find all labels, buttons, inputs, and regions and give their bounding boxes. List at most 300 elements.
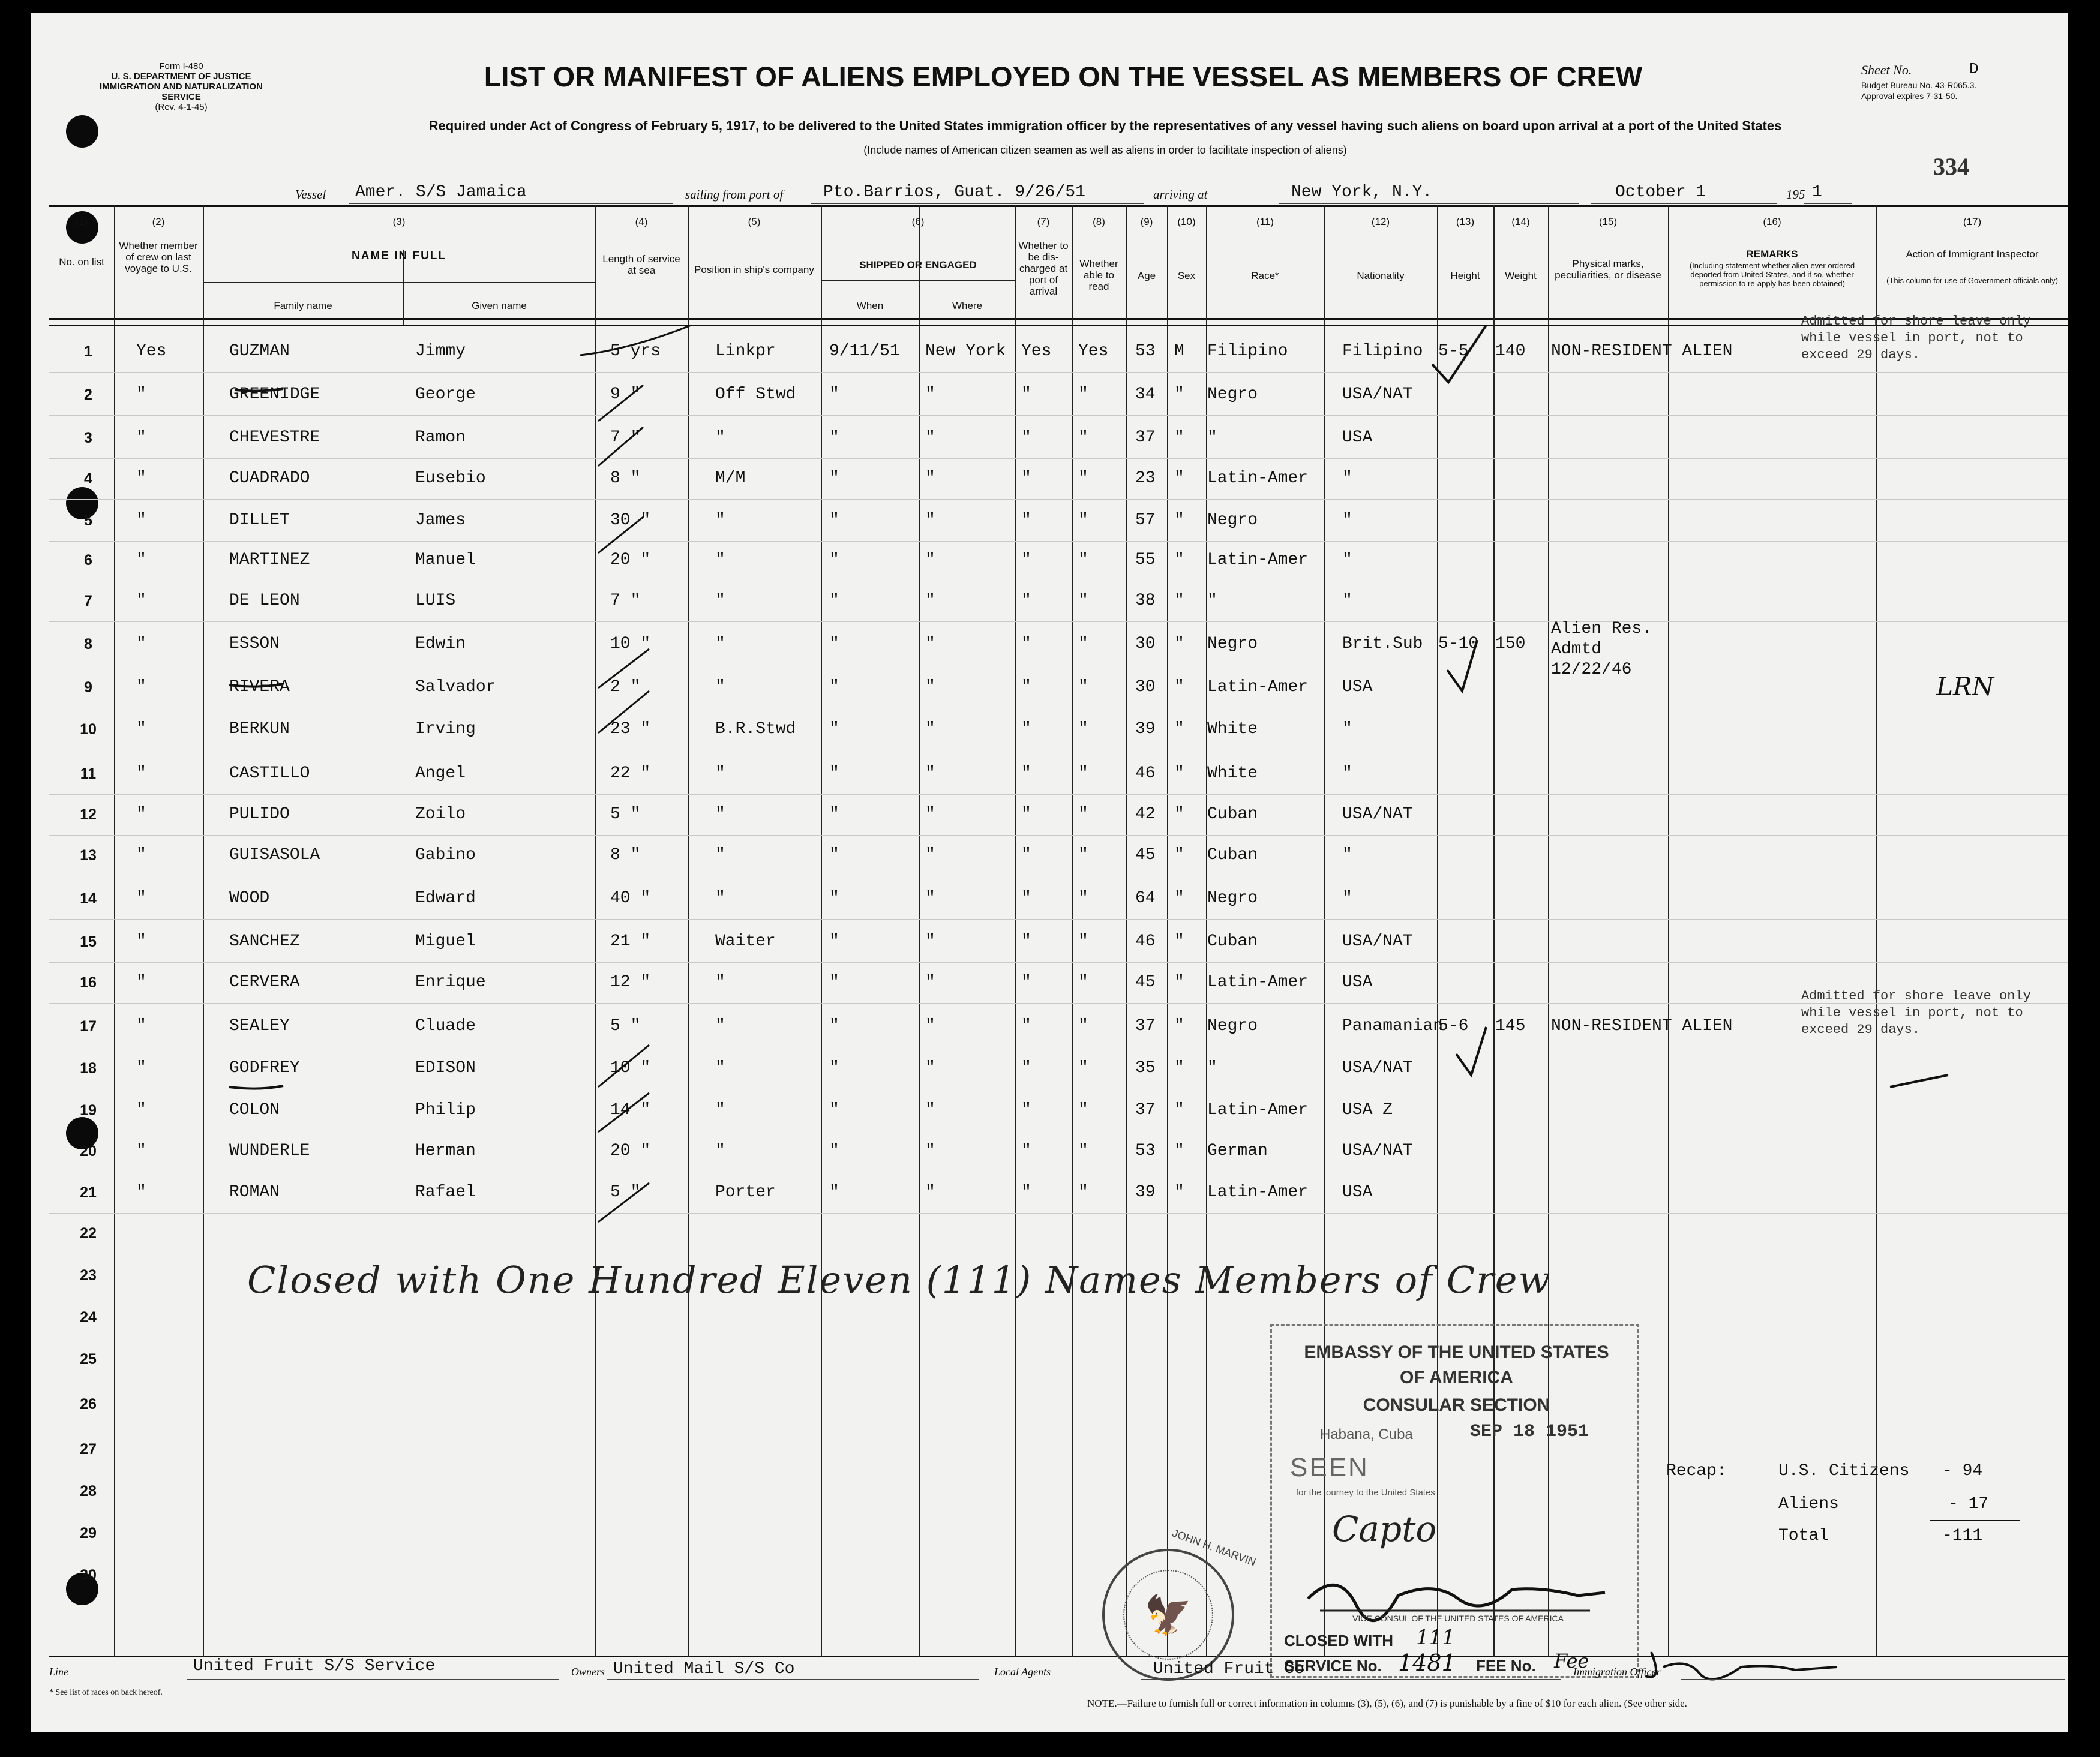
age: 46 bbox=[1135, 764, 1156, 783]
header-weight: Weight bbox=[1505, 270, 1537, 281]
family-name: GREENIDGE bbox=[229, 385, 320, 404]
family-name: SANCHEZ bbox=[229, 932, 300, 951]
given-name: Jimmy bbox=[415, 342, 466, 361]
discharged: " bbox=[1021, 932, 1031, 951]
race: Negro bbox=[1207, 635, 1258, 653]
age: 46 bbox=[1135, 932, 1156, 951]
age: 23 bbox=[1135, 469, 1156, 488]
shipped-when: " bbox=[829, 932, 839, 951]
sex: " bbox=[1174, 428, 1184, 447]
given-name: Gabino bbox=[415, 846, 476, 864]
family-name: RIVERA bbox=[229, 678, 290, 696]
family-name: ROMAN bbox=[229, 1183, 280, 1202]
header-family-name: Family name bbox=[274, 300, 332, 311]
given-name: Ramon bbox=[415, 428, 466, 447]
recap-aliens-value: - 17 bbox=[1948, 1495, 1989, 1513]
position: " bbox=[715, 635, 725, 653]
shipped-where: " bbox=[925, 1101, 935, 1119]
position: Off Stwd bbox=[715, 385, 796, 404]
row-number: 4 bbox=[84, 470, 92, 487]
discharged: " bbox=[1021, 1183, 1031, 1202]
row-number: 28 bbox=[80, 1483, 97, 1500]
age: 55 bbox=[1135, 551, 1156, 569]
underline-mark bbox=[235, 389, 283, 391]
family-name: WUNDERLE bbox=[229, 1142, 310, 1160]
col-num: (3) bbox=[392, 216, 406, 227]
inspector-scribble bbox=[1890, 1075, 1948, 1087]
given-name: Angel bbox=[415, 764, 466, 783]
shipped-where: " bbox=[925, 932, 935, 951]
revision: (Rev. 4-1-45) bbox=[155, 102, 208, 112]
shipped-when: " bbox=[829, 511, 839, 530]
nationality: Panamanian bbox=[1342, 1017, 1444, 1035]
race: Latin-Amer bbox=[1207, 1101, 1309, 1119]
given-name: Cluade bbox=[415, 1017, 476, 1035]
race: Latin-Amer bbox=[1207, 1183, 1309, 1202]
age: 64 bbox=[1135, 889, 1156, 908]
row-number: 10 bbox=[80, 721, 97, 738]
shipped-where: " bbox=[925, 551, 935, 569]
discharged: " bbox=[1021, 764, 1031, 783]
service-length: 5 yrs bbox=[610, 342, 661, 361]
service-tick bbox=[598, 691, 649, 733]
service-tick bbox=[598, 1183, 649, 1222]
given-name: Philip bbox=[415, 1101, 476, 1119]
service-length: 5 " bbox=[610, 1017, 641, 1035]
position: " bbox=[715, 1101, 725, 1119]
family-name: BERKUN bbox=[229, 720, 290, 738]
col-num: (12) bbox=[1371, 216, 1390, 227]
age: 37 bbox=[1135, 428, 1156, 447]
age: 39 bbox=[1135, 720, 1156, 738]
discharged: " bbox=[1021, 1101, 1031, 1119]
shipped-where: " bbox=[925, 846, 935, 864]
service-length: 7 " bbox=[610, 428, 641, 447]
vessel-label: Vessel bbox=[295, 187, 326, 202]
closing-note: Closed with One Hundred Eleven (111) Names Members of Crew bbox=[247, 1258, 1552, 1302]
row-number: 3 bbox=[84, 430, 92, 446]
sex: " bbox=[1174, 764, 1184, 783]
position: Linkpr bbox=[715, 342, 776, 361]
service-length: 21 " bbox=[610, 932, 651, 951]
shipped-where: New York bbox=[925, 342, 1006, 361]
sex: " bbox=[1174, 678, 1184, 696]
position: " bbox=[715, 973, 725, 992]
arrival-date: October 1 bbox=[1615, 183, 1706, 202]
header-nationality: Nationality bbox=[1357, 270, 1405, 281]
shipped-when: " bbox=[829, 1059, 839, 1077]
given-name: LUIS bbox=[415, 591, 456, 610]
stamp-line2: OF AMERICA bbox=[1400, 1368, 1513, 1387]
stamp-city: Habana, Cuba bbox=[1320, 1426, 1413, 1443]
form-subtitle: Required under Act of Congress of February 5, 1917, to be delivered to the United States immigration officer by the representatives of any vessel having such aliens on board upon arrival at a port of the United States bbox=[428, 118, 1782, 133]
family-name: CHEVESTRE bbox=[229, 428, 320, 447]
col-num: (6) bbox=[911, 216, 925, 227]
stamp-line3: CONSULAR SECTION bbox=[1363, 1395, 1550, 1415]
nationality: " bbox=[1342, 511, 1352, 530]
sex: " bbox=[1174, 591, 1184, 610]
physical-marks: NON-RESIDENT ALIEN bbox=[1551, 1017, 1733, 1035]
given-name: Irving bbox=[415, 720, 476, 738]
race: " bbox=[1207, 428, 1217, 447]
position: " bbox=[715, 591, 725, 610]
race: Filipino bbox=[1207, 342, 1288, 361]
header-length-of-service: Length of service at sea bbox=[602, 253, 680, 276]
voyage-flag: " bbox=[136, 764, 146, 783]
col-num: (14) bbox=[1511, 216, 1530, 227]
nationality: USA bbox=[1342, 973, 1373, 992]
age: 42 bbox=[1135, 805, 1156, 824]
recap-label: Recap: bbox=[1666, 1462, 1727, 1480]
nationality: USA/NAT bbox=[1342, 1059, 1413, 1077]
form-title: LIST OR MANIFEST OF ALIENS EMPLOYED ON THE VESSEL AS MEMBERS OF CREW bbox=[484, 61, 1643, 92]
family-name: WOOD bbox=[229, 889, 270, 908]
voyage-flag: " bbox=[136, 973, 146, 992]
row-number: 8 bbox=[84, 636, 92, 653]
row-number: 16 bbox=[80, 974, 97, 991]
position: " bbox=[715, 551, 725, 569]
race: Negro bbox=[1207, 385, 1258, 404]
manifest-sheet bbox=[31, 13, 2068, 1732]
service-length: 30 " bbox=[610, 511, 651, 530]
service-length: 10 " bbox=[610, 635, 651, 653]
voyage-flag: " bbox=[136, 428, 146, 447]
header-sex: Sex bbox=[1177, 270, 1196, 281]
shipped-when: " bbox=[829, 591, 839, 610]
eagle-seal-icon: 🦅 bbox=[1144, 1593, 1192, 1636]
nationality: " bbox=[1342, 591, 1352, 610]
weight: 150 bbox=[1495, 635, 1526, 653]
nationality: USA Z bbox=[1342, 1101, 1393, 1119]
voyage-flag: " bbox=[136, 591, 146, 610]
age: 53 bbox=[1135, 1142, 1156, 1160]
shipped-where: " bbox=[925, 635, 935, 653]
stamp-number: 334 bbox=[1933, 153, 1969, 180]
nationality: Filipino bbox=[1342, 342, 1423, 361]
service-length: 40 " bbox=[610, 889, 651, 908]
able-to-read: " bbox=[1078, 1142, 1088, 1160]
position: " bbox=[715, 1142, 725, 1160]
age: 53 bbox=[1135, 342, 1156, 361]
race: Latin-Amer bbox=[1207, 973, 1309, 992]
footer-owners-label: Owners bbox=[571, 1666, 605, 1678]
recap-us-value: - 94 bbox=[1942, 1462, 1983, 1480]
shipped-where: " bbox=[925, 591, 935, 610]
header-age: Age bbox=[1137, 270, 1156, 281]
position: " bbox=[715, 1059, 725, 1077]
nationality: " bbox=[1342, 846, 1352, 864]
header-position: Position in ship's company bbox=[694, 264, 814, 275]
sex: " bbox=[1174, 846, 1184, 864]
budget-bureau: Budget Bureau No. 43-R065.3. bbox=[1861, 80, 1977, 90]
nationality: USA bbox=[1342, 428, 1373, 447]
race: Cuban bbox=[1207, 846, 1258, 864]
discharged: " bbox=[1021, 973, 1031, 992]
sex: " bbox=[1174, 1059, 1184, 1077]
age: 30 bbox=[1135, 635, 1156, 653]
shipped-when: " bbox=[829, 428, 839, 447]
family-name: PULIDO bbox=[229, 805, 290, 824]
col-num: (13) bbox=[1456, 216, 1475, 227]
family-name: MARTINEZ bbox=[229, 551, 310, 569]
discharged: " bbox=[1021, 1142, 1031, 1160]
header-no-on-list: No. on list bbox=[59, 256, 104, 268]
row-number: 2 bbox=[84, 386, 92, 403]
discharged: " bbox=[1021, 720, 1031, 738]
check-mark bbox=[1456, 1027, 1486, 1075]
position: " bbox=[715, 678, 725, 696]
service-length: 5 " bbox=[610, 1183, 641, 1202]
service-length: 10 " bbox=[610, 1059, 651, 1077]
arriving-label: arriving at bbox=[1153, 187, 1208, 202]
race: German bbox=[1207, 1142, 1268, 1160]
shipped-when: " bbox=[829, 889, 839, 908]
able-to-read: " bbox=[1078, 1101, 1088, 1119]
header-inspector-note: (This column for use of Government officials only) bbox=[1886, 276, 2058, 285]
able-to-read: " bbox=[1078, 1183, 1088, 1202]
position: " bbox=[715, 805, 725, 824]
shipped-when: " bbox=[829, 720, 839, 738]
service-tick bbox=[598, 517, 643, 553]
nationality: USA/NAT bbox=[1342, 805, 1413, 824]
race: White bbox=[1207, 720, 1258, 738]
family-name: SEALEY bbox=[229, 1017, 290, 1035]
able-to-read: " bbox=[1078, 678, 1088, 696]
age: 38 bbox=[1135, 591, 1156, 610]
given-name: Manuel bbox=[415, 551, 476, 569]
service-tick bbox=[598, 1045, 649, 1087]
service-length: 23 " bbox=[610, 720, 651, 738]
able-to-read: " bbox=[1078, 511, 1088, 530]
check-mark bbox=[1447, 640, 1477, 691]
recap-total-value: -111 bbox=[1942, 1527, 1983, 1545]
row-number: 29 bbox=[80, 1525, 97, 1542]
footer-note: NOTE.—Failure to furnish full or correct information in columns (3), (5), (6), and (7) is punishable by a fine of $10 for each alien. (See other side. bbox=[1087, 1698, 1687, 1709]
nationality: " bbox=[1342, 469, 1352, 488]
position: Waiter bbox=[715, 932, 776, 951]
row-number: 25 bbox=[80, 1351, 97, 1368]
row-number: 20 bbox=[80, 1143, 97, 1160]
sex: " bbox=[1174, 973, 1184, 992]
row-number: 17 bbox=[80, 1018, 97, 1035]
family-name: GUISASOLA bbox=[229, 846, 320, 864]
sex: " bbox=[1174, 1142, 1184, 1160]
voyage-flag: " bbox=[136, 1059, 146, 1077]
voyage-flag: " bbox=[136, 1183, 146, 1202]
race: Latin-Amer bbox=[1207, 469, 1309, 488]
position: " bbox=[715, 764, 725, 783]
able-to-read: " bbox=[1078, 591, 1088, 610]
family-name: GODFREY bbox=[229, 1059, 300, 1077]
height: 5-6 bbox=[1438, 1017, 1469, 1035]
shipped-where: " bbox=[925, 764, 935, 783]
header-physical-marks: Physical marks, peculiarities, or disease bbox=[1555, 258, 1661, 281]
age: 39 bbox=[1135, 1183, 1156, 1202]
family-name: DILLET bbox=[229, 511, 290, 530]
row-number: 22 bbox=[80, 1225, 97, 1242]
header-race: Race* bbox=[1251, 270, 1279, 281]
check-mark bbox=[1432, 325, 1486, 382]
footer-officer-label: Immigration Officer bbox=[1573, 1666, 1661, 1678]
weight: 140 bbox=[1495, 342, 1526, 361]
col-num: (8) bbox=[1093, 216, 1105, 227]
stamp-closed-value: 111 bbox=[1416, 1626, 1455, 1650]
immigration-officer-signature bbox=[1639, 1640, 1843, 1688]
row-number: 5 bbox=[84, 512, 92, 529]
stamp-service-value: 1481 bbox=[1398, 1650, 1456, 1676]
service-length: 20 " bbox=[610, 551, 651, 569]
header-remarks: REMARKS bbox=[1746, 248, 1798, 260]
position: B.R.Stwd bbox=[715, 720, 796, 738]
able-to-read: " bbox=[1078, 720, 1088, 738]
discharged: " bbox=[1021, 1059, 1031, 1077]
service-length: 7 " bbox=[610, 591, 641, 610]
discharged: " bbox=[1021, 846, 1031, 864]
form-subnote: (Include names of American citizen seamen as well as aliens in order to facilitate inspection of aliens) bbox=[863, 144, 1347, 156]
col-num: (4) bbox=[635, 216, 648, 227]
age: 45 bbox=[1135, 973, 1156, 992]
shipped-where: " bbox=[925, 1183, 935, 1202]
col-num: (10) bbox=[1177, 216, 1196, 227]
col-num: (9) bbox=[1140, 216, 1153, 227]
position: " bbox=[715, 1017, 725, 1035]
recap-us-label: U.S. Citizens bbox=[1778, 1462, 1910, 1480]
discharged: " bbox=[1021, 805, 1031, 824]
nationality: USA/NAT bbox=[1342, 385, 1413, 404]
stamp-journey: for the journey to the United States bbox=[1296, 1488, 1435, 1498]
nationality: " bbox=[1342, 551, 1352, 569]
race: Latin-Amer bbox=[1207, 678, 1309, 696]
given-name: Enrique bbox=[415, 973, 486, 992]
handwritten-marks bbox=[31, 13, 2068, 1732]
sex: " bbox=[1174, 805, 1184, 824]
underline-mark bbox=[229, 1086, 283, 1089]
height: 5-5 bbox=[1438, 342, 1469, 361]
discharged: " bbox=[1021, 469, 1031, 488]
nationality: USA/NAT bbox=[1342, 1142, 1413, 1160]
footer-line-label: Line bbox=[49, 1666, 69, 1678]
voyage-flag: " bbox=[136, 1142, 146, 1160]
voyage-flag: " bbox=[136, 846, 146, 864]
shipped-when: " bbox=[829, 1142, 839, 1160]
shipped-when: " bbox=[829, 973, 839, 992]
age: 37 bbox=[1135, 1017, 1156, 1035]
sex: " bbox=[1174, 635, 1184, 653]
row-number: 15 bbox=[80, 933, 97, 950]
footer-agents-value: United Fruit Co bbox=[1153, 1660, 1305, 1678]
able-to-read: " bbox=[1078, 764, 1088, 783]
row-number: 9 bbox=[84, 679, 92, 696]
underline-mark bbox=[229, 684, 283, 687]
given-name: EDISON bbox=[415, 1059, 476, 1077]
row-number: 27 bbox=[80, 1441, 97, 1458]
sex: M bbox=[1174, 342, 1184, 361]
shipped-where: " bbox=[925, 973, 935, 992]
service-tick bbox=[598, 1093, 649, 1132]
voyage-flag: " bbox=[136, 1101, 146, 1119]
voyage-flag: " bbox=[136, 932, 146, 951]
shipped-where: " bbox=[925, 1017, 935, 1035]
service-length: 22 " bbox=[610, 764, 651, 783]
able-to-read: " bbox=[1078, 635, 1088, 653]
stamp-line1: EMBASSY OF THE UNITED STATES bbox=[1304, 1342, 1609, 1362]
sailing-label: sailing from port of bbox=[685, 187, 784, 202]
inspector-initials: LRN bbox=[1936, 672, 1994, 701]
voyage-flag: " bbox=[136, 889, 146, 908]
nationality: " bbox=[1342, 889, 1352, 908]
row-number: 21 bbox=[80, 1184, 97, 1201]
voyage-flag: " bbox=[136, 385, 146, 404]
discharged: " bbox=[1021, 428, 1031, 447]
header-when: When bbox=[856, 300, 884, 311]
service-length: 14 " bbox=[610, 1101, 651, 1119]
row-number: 11 bbox=[80, 765, 97, 782]
discharged: " bbox=[1021, 511, 1031, 530]
race: " bbox=[1207, 1059, 1217, 1077]
shipped-when: " bbox=[829, 805, 839, 824]
nationality: USA bbox=[1342, 678, 1373, 696]
recap-total-label: Total bbox=[1778, 1527, 1829, 1545]
able-to-read: " bbox=[1078, 428, 1088, 447]
stamp-service-label: SERVICE No. bbox=[1284, 1657, 1382, 1675]
position: " bbox=[715, 889, 725, 908]
race: " bbox=[1207, 591, 1217, 610]
able-to-read: " bbox=[1078, 551, 1088, 569]
row-number: 14 bbox=[80, 890, 97, 907]
service-length: 9 " bbox=[610, 385, 641, 404]
service-length: 2 " bbox=[610, 678, 641, 696]
col-num: (7) bbox=[1037, 216, 1050, 227]
row-number: 23 bbox=[80, 1267, 97, 1284]
service-length: 5 " bbox=[610, 805, 641, 824]
shipped-when: " bbox=[829, 678, 839, 696]
shipped-where: " bbox=[925, 1142, 935, 1160]
shipped-when: " bbox=[829, 1183, 839, 1202]
shipped-when: " bbox=[829, 846, 839, 864]
arriving-port: New York, N.Y. bbox=[1291, 183, 1433, 202]
stamp-seen: SEEN bbox=[1290, 1453, 1369, 1482]
col-num: (1) bbox=[75, 216, 88, 227]
family-name: DE LEON bbox=[229, 591, 300, 610]
sheet-no-value: D bbox=[1969, 60, 1979, 78]
family-name: GUZMAN bbox=[229, 342, 290, 361]
able-to-read: " bbox=[1078, 1017, 1088, 1035]
given-name: Miguel bbox=[415, 932, 476, 951]
year-suffix: 1 bbox=[1812, 183, 1822, 202]
race: Negro bbox=[1207, 889, 1258, 908]
signature-capto: Capto bbox=[1332, 1509, 1437, 1549]
discharged: " bbox=[1021, 889, 1031, 908]
shipped-where: " bbox=[925, 511, 935, 530]
position: M/M bbox=[715, 469, 746, 488]
weight: 145 bbox=[1495, 1017, 1526, 1035]
header-remarks-note: (Including statement whether alien ever ordered deported from United States, and if so, whether permission to re-apply has been obtained) bbox=[1689, 261, 1855, 288]
shipped-when: " bbox=[829, 635, 839, 653]
position: " bbox=[715, 846, 725, 864]
age: 34 bbox=[1135, 385, 1156, 404]
position: " bbox=[715, 428, 725, 447]
family-name: CUADRADO bbox=[229, 469, 310, 488]
nationality: " bbox=[1342, 720, 1352, 738]
service-length: 20 " bbox=[610, 1142, 651, 1160]
discharged: " bbox=[1021, 591, 1031, 610]
row-number: 30 bbox=[80, 1567, 97, 1584]
shipped-where: " bbox=[925, 1059, 935, 1077]
family-name: ESSON bbox=[229, 635, 280, 653]
age: 45 bbox=[1135, 846, 1156, 864]
given-name: Rafael bbox=[415, 1183, 476, 1202]
header-where: Where bbox=[952, 300, 983, 311]
